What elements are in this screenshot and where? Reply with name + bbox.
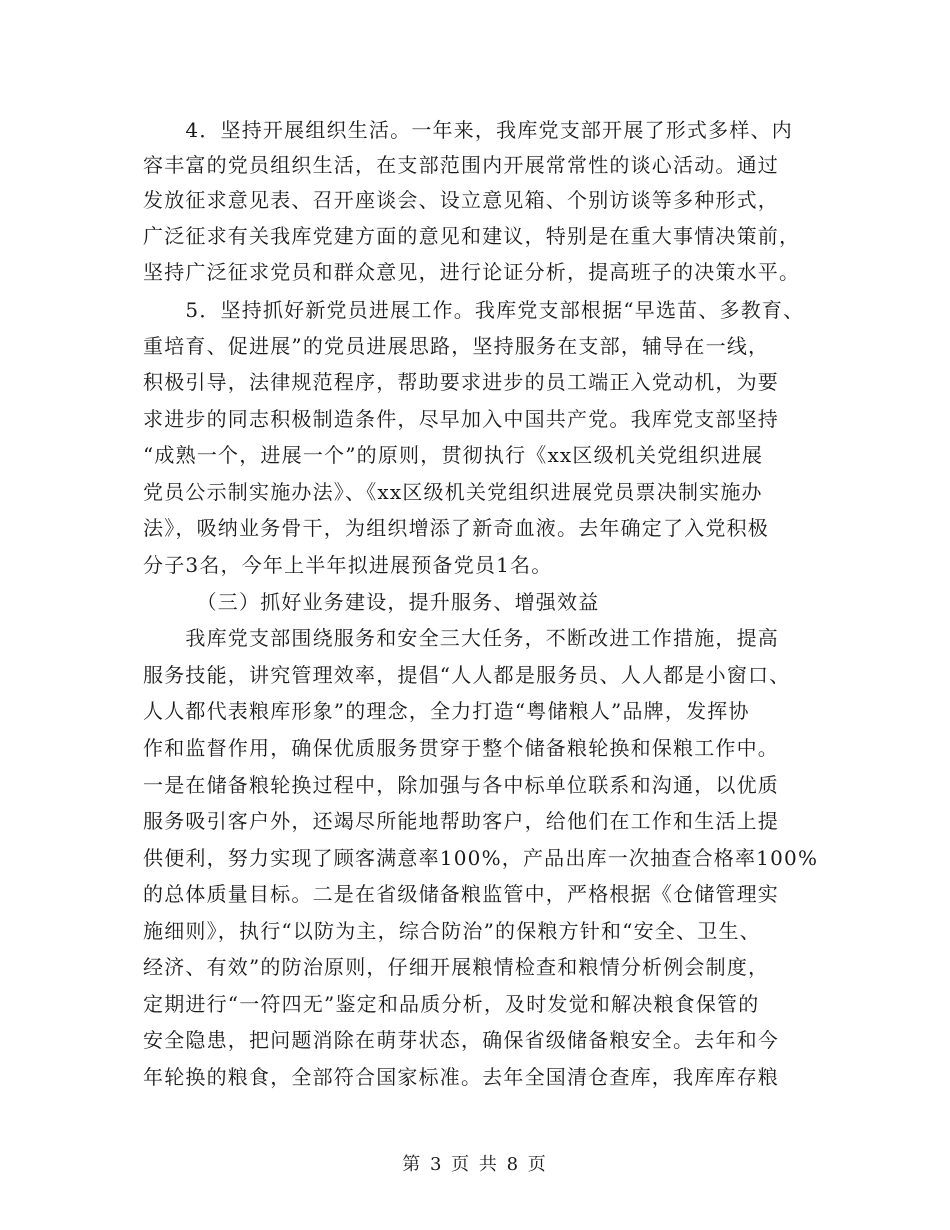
paragraph-line: 定期进行“一符四无”鉴定和品质分析，及时发觉和解决粮食保管的 bbox=[143, 992, 760, 1016]
paragraph-line: 分子3名，今年上半年拟进展预备党员1名。 bbox=[143, 553, 553, 577]
paragraph-line: “成熟一个，进展一个”的原则，贯彻执行《xx区级机关党组织进展 bbox=[143, 443, 764, 467]
paragraph-line: 服务技能，讲究管理效率，提倡“人人都是服务员、人人都是小窗口、 bbox=[143, 663, 791, 687]
paragraph-line: 服务吸引客户外，还竭尽所能地帮助客户，给他们在工作和生活上提 bbox=[143, 809, 779, 833]
paragraph-line: 施细则》，执行“以防为主，综合防治”的保粮方针和“安全、卫生、 bbox=[143, 919, 761, 943]
paragraph-line: 法》，吸纳业务骨干，为组织增添了新奇血液。去年确定了入党积极 bbox=[143, 516, 769, 540]
paragraph-line: 年轮换的粮食，全部符合国家标准。去年全国清仓查库，我库库存粮 bbox=[143, 1065, 779, 1089]
paragraph-line: 积极引导，法律规范程序，帮助要求进步的员工端正入党动机，为要 bbox=[143, 370, 779, 394]
paragraph-line: 4．坚持开展组织生活。一年来，我库党支部开展了形式多样、内 bbox=[143, 118, 793, 142]
paragraph-line: 重培育、促进展”的党员进展思路，坚持服务在支部，辅导在一线， bbox=[143, 334, 770, 358]
section-heading: （三）抓好业务建设，提升服务、增强效益 bbox=[143, 590, 600, 614]
paragraph-line: 容丰富的党员组织生活，在支部范围内开展常常性的谈心活动。通过 bbox=[143, 153, 779, 177]
paragraph-line: 广泛征求有关我库党建方面的意见和建议，特别是在重大事情决策前， bbox=[143, 224, 801, 248]
paragraph-line: 求进步的同志积极制造条件，尽早加入中国共产党。我库党支部坚持 bbox=[143, 407, 779, 431]
paragraph-line: 一是在储备粮轮换过程中，除加强与各中标单位联系和沟通，以优质 bbox=[143, 773, 779, 797]
paragraph-line: 发放征求意见表、召开座谈会、设立意见箱、个别访谈等多种形式， bbox=[143, 188, 779, 212]
paragraph-line: 经济、有效”的防治原则，仔细开展粮情检查和粮情分析例会制度， bbox=[143, 955, 770, 979]
paragraph-line: 供便利，努力实现了顾客满意率100%，产品出库一次抽查合格率100% bbox=[143, 846, 819, 870]
paragraph-line: 作和监督作用，确保优质服务贯穿于整个储备粮轮换和保粮工作中。 bbox=[143, 736, 779, 760]
paragraph-line: 我库党支部围绕服务和安全三大任务，不断改进工作措施，提高 bbox=[143, 626, 779, 650]
paragraph-line: 人人都代表粮库形象”的理念，全力打造“粤储粮人”品牌，发挥协 bbox=[143, 699, 750, 723]
paragraph-line: 坚持广泛征求党员和群众意见，进行论证分析，提高班子的决策水平。 bbox=[143, 260, 801, 284]
page-number-footer: 第 3 页 共 8 页 bbox=[402, 1154, 548, 1175]
paragraph-line: 的总体质量目标。二是在省级储备粮监管中，严格根据《仓储管理实 bbox=[143, 882, 779, 906]
paragraph-line: 党员公示制实施办法》、《xx区级机关党组织进展党员票决制实施办 bbox=[143, 480, 763, 504]
paragraph-line: 安全隐患，把问题消除在萌芽状态，确保省级储备粮安全。去年和今 bbox=[143, 1028, 779, 1052]
paragraph-line: 5．坚持抓好新党员进展工作。我库党支部根据“早选苗、多教育、 bbox=[143, 298, 805, 322]
